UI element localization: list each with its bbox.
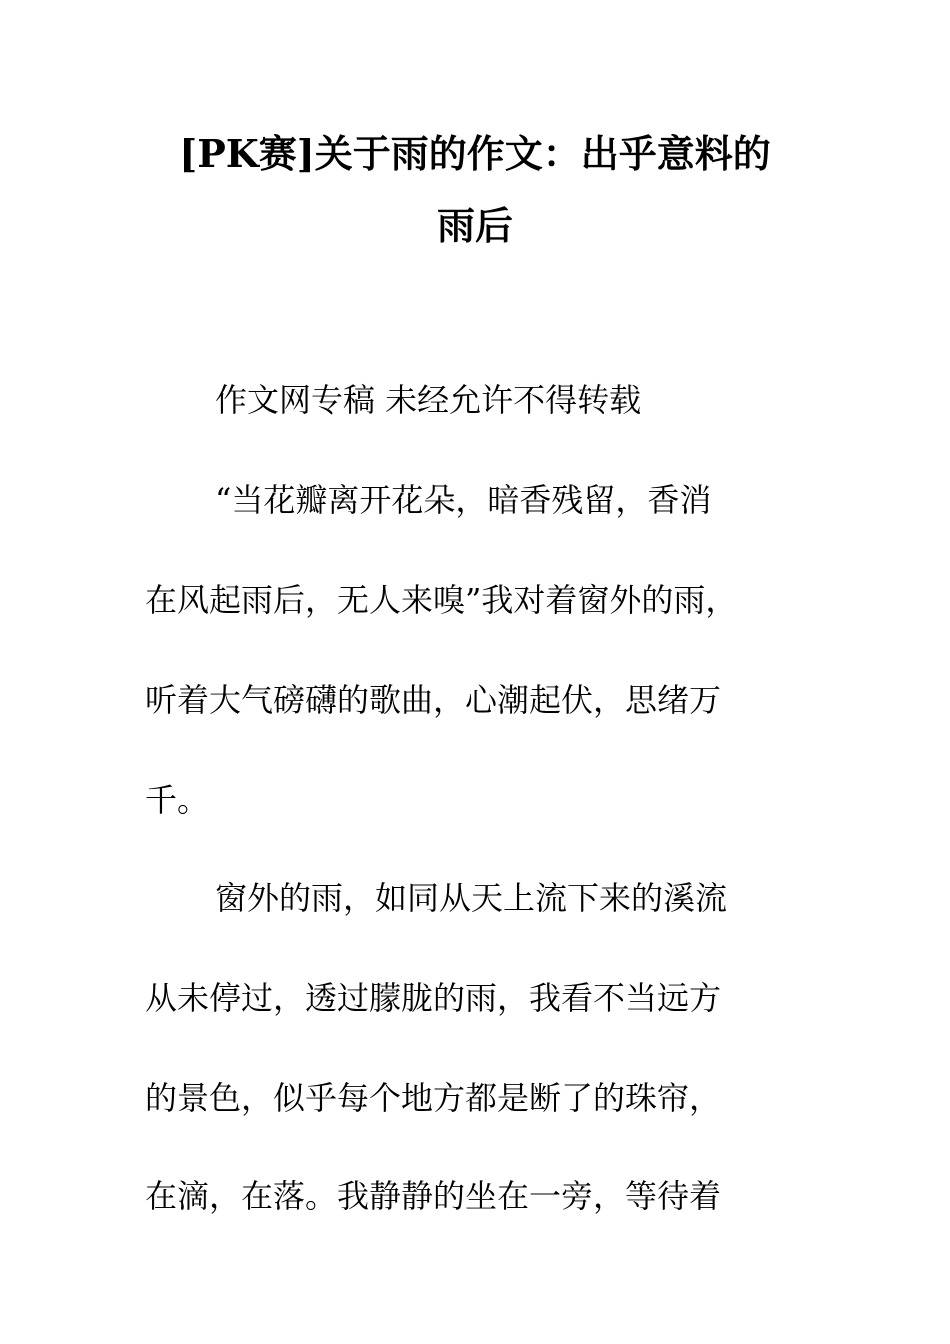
paragraph-line: 的景色，似乎每个地方都是断了的珠帘，: [145, 1079, 722, 1117]
paragraph-line: 从未停过，透过朦胧的雨，我看不当远方: [145, 979, 722, 1017]
byline: 作文网专稿 未经允许不得转载: [215, 381, 642, 419]
paragraph-line: 在滴，在落。我静静的坐在一旁，等待着: [145, 1177, 722, 1215]
paragraph-line: 窗外的雨，如同从天上流下来的溪流: [215, 879, 728, 917]
paragraph-line: 听着大气磅礴的歌曲，心潮起伏，思绪万: [145, 681, 722, 719]
paragraph-line: 千。: [145, 781, 210, 819]
document-title-line-2: 雨后: [436, 203, 513, 248]
paragraph-line: 在风起雨后，无人来嗅”我对着窗外的雨，: [145, 581, 738, 619]
paragraph-line: “当花瓣离开花朵，暗香残留，香消: [215, 481, 712, 519]
document-title-line-1: [PK赛]关于雨的作文：出乎意料的: [179, 131, 771, 176]
